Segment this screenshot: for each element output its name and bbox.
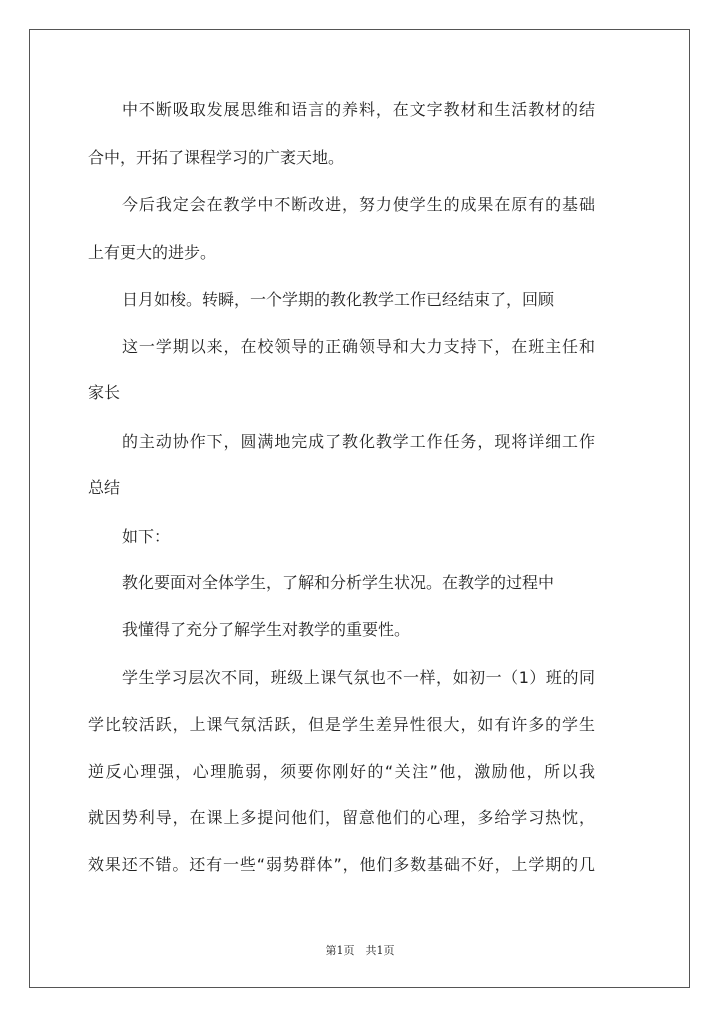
paragraph-line: 今后我定会在教学中不断改进，努力使学生的成果在原有的基础 xyxy=(122,195,595,214)
paragraph-line: 中不断吸取发展思维和语言的养料，在文字教材和生活教材的结 xyxy=(122,100,595,119)
paragraph-line: 家长 xyxy=(88,383,121,402)
paragraph-line: 学生学习层次不同，班级上课气氛也不一样，如初一（1）班的同 xyxy=(122,668,595,687)
paragraph-line: 我懂得了充分了解学生对教学的重要性。 xyxy=(122,620,411,639)
paragraph-line: 教化要面对全体学生，了解和分析学生状况。在教学的过程中 xyxy=(122,573,555,592)
paragraph-line: 效果还不错。还有一些“弱势群体”，他们多数基础不好，上学期的几 xyxy=(88,855,595,874)
page-border xyxy=(29,29,690,988)
paragraph-line: 的主动协作下，圆满地完成了教化教学工作任务，现将详细工作 xyxy=(122,432,595,451)
paragraph-line: 合中，开拓了课程学习的广袤天地。 xyxy=(88,148,345,167)
paragraph-line: 总结 xyxy=(88,478,121,497)
paragraph-line: 这一学期以来，在校领导的正确领导和大力支持下，在班主任和 xyxy=(122,337,595,356)
paragraph-line: 就因势利导，在课上多提问他们，留意他们的心理，多给学习热忱， xyxy=(88,808,595,827)
paragraph-line: 学比较活跃，上课气氛活跃，但是学生差异性很大，如有许多的学生 xyxy=(88,715,595,734)
paragraph-line: 上有更大的进步。 xyxy=(88,243,217,262)
paragraph-line: 如下： xyxy=(122,527,171,546)
paragraph-line: 逆反心理强，心理脆弱，须要你刚好的“关注”他，激励他，所以我 xyxy=(88,762,595,781)
paragraph-line: 日月如梭。转瞬，一个学期的教化教学工作已经结束了，回顾 xyxy=(122,290,555,309)
page-number-footer: 第1页 共1页 xyxy=(325,944,395,957)
